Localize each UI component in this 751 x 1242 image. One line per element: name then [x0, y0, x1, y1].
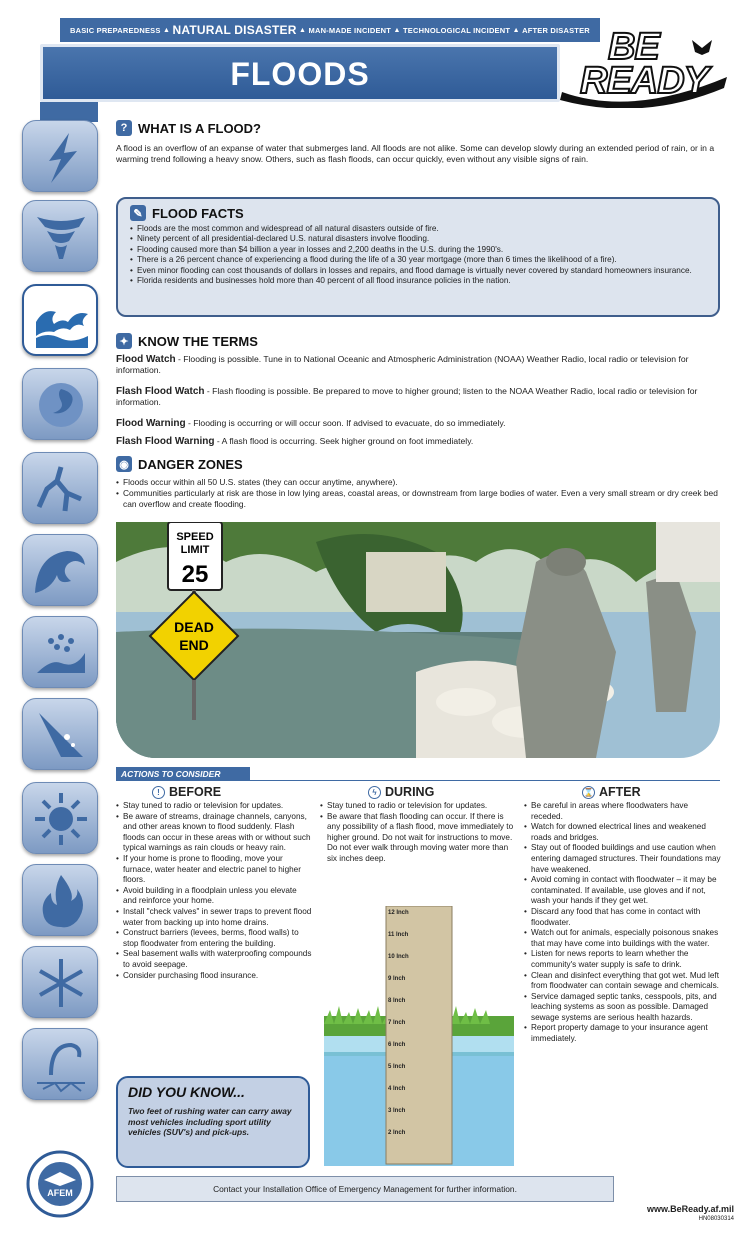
nav-technological-incident[interactable]: TECHNOLOGICAL INCIDENT	[402, 25, 511, 35]
nav-after-disaster[interactable]: AFTER DISASTER	[522, 25, 590, 35]
gauge-label: 12 Inch	[388, 910, 409, 916]
list-item: • Be careful in areas where floodwaters have receded.	[524, 801, 722, 822]
sidebar-lightning[interactable]	[22, 120, 98, 192]
gauge-label: 4 Inch	[388, 1086, 406, 1092]
flood-wave-icon	[32, 292, 92, 352]
list-item: • Florida residents and businesses hold more than 40 percent of all flood insurance policies in the nation.	[130, 276, 706, 286]
lightning-icon	[31, 127, 91, 187]
before-heading	[152, 785, 221, 799]
water-gauge-illustration	[324, 906, 514, 1166]
term-label: Flood Warning	[116, 418, 186, 429]
list-item: • Watch out for animals, especially poisonous snakes that may have come into buildings with the water.	[524, 928, 722, 949]
did-you-know-box	[116, 1076, 310, 1168]
list-item: • Avoid building in a floodplain unless you elevate and reinforce your home.	[116, 886, 312, 907]
actions-title: ACTIONS TO CONSIDER	[116, 767, 250, 781]
term-flood-watch	[116, 354, 722, 376]
list-item: • There is a 26 percent chance of experiencing a flood during the life of a 30 year mortgage (more than 6 times the likelihood of a fire).	[130, 255, 706, 265]
list-item: • Discard any food that has come in contact with floodwater.	[524, 907, 722, 928]
speed-sign-line2: LIMIT	[180, 544, 210, 556]
nav-separator: ▲	[298, 26, 307, 34]
dead-end-line1: DEAD	[174, 619, 214, 635]
contact-bar	[116, 1176, 614, 1202]
term-label: Flash Flood Warning	[116, 436, 215, 447]
sidebar-winter-storm[interactable]	[22, 946, 98, 1018]
gauge-label: 5 Inch	[388, 1064, 406, 1070]
wildfire-icon	[31, 871, 91, 931]
heat-icon	[31, 789, 91, 849]
speed-sign-line1: SPEED	[176, 531, 214, 543]
clock-icon: !	[152, 786, 165, 799]
landslide-icon	[31, 623, 91, 683]
globe-icon: ◉	[116, 456, 132, 472]
list-item: • Stay tuned to radio or television for updates.	[116, 801, 312, 812]
avalanche-icon	[31, 705, 91, 765]
list-item: • Consider purchasing flood insurance.	[116, 971, 312, 982]
seal-text: AFEM	[47, 1188, 73, 1198]
gauge-label: 11 Inch	[388, 932, 409, 938]
title-banner	[40, 44, 560, 102]
term-definition: - Flash flooding is possible. Be prepared to move to higher ground; listen to the NOAA Weather Radio, local radio or television for information.	[116, 386, 698, 407]
nav-separator: ▲	[162, 26, 171, 34]
page-title: FLOODS	[230, 56, 370, 92]
afem-seal	[26, 1150, 94, 1218]
document-code: HN08030314	[698, 1216, 734, 1222]
list-item: • Watch for downed electrical lines and weakened roads and bridges.	[524, 822, 722, 843]
did-you-know-text: Two feet of rushing water can carry away most vehicles including sport utility vehicles (SUV's) and pick-ups.	[128, 1106, 292, 1137]
actions-divider	[116, 780, 720, 781]
sidebar-flood[interactable]	[22, 284, 98, 356]
term-flash-flood-warning	[116, 436, 722, 447]
sidebar-earthquake[interactable]	[22, 452, 98, 524]
flood-scene-image	[116, 522, 720, 758]
tsunami-icon	[31, 541, 91, 601]
wrench-icon: ✎	[130, 205, 146, 221]
danger-title: DANGER ZONES	[138, 456, 243, 472]
hourglass-icon: ⌛	[583, 787, 594, 797]
gauge-label: 8 Inch	[388, 998, 406, 1004]
list-item: • Install "check valves" in sewer traps to prevent flood water from backing up into home drains.	[116, 907, 312, 928]
sidebar-tornado[interactable]	[22, 200, 98, 272]
terms-heading	[116, 333, 258, 349]
flood-facts-heading	[130, 205, 706, 221]
drought-icon	[31, 1035, 91, 1095]
gauge-label: 7 Inch	[388, 1020, 406, 1026]
sidebar-avalanche[interactable]	[22, 698, 98, 770]
top-nav	[60, 18, 600, 42]
flood-photo	[116, 522, 720, 758]
earthquake-icon	[31, 459, 91, 519]
winter-storm-icon	[31, 953, 91, 1013]
logo-be: BE	[608, 26, 659, 68]
sidebar-tsunami[interactable]	[22, 534, 98, 606]
danger-list	[116, 477, 722, 510]
flood-facts-title: FLOOD FACTS	[152, 205, 244, 221]
gauge-label: 10 Inch	[388, 954, 409, 960]
dead-end-line2: END	[179, 637, 209, 653]
flood-facts-box	[116, 197, 720, 317]
hurricane-icon	[31, 375, 91, 435]
list-item: • Clean and disinfect everything that got wet. Mud left from floodwater can contain sewage and chemicals.	[524, 971, 722, 992]
compass-icon: ✦	[116, 333, 132, 349]
logo-ready: READY	[580, 60, 709, 102]
list-item: • If your home is prone to flooding, move your furnace, water heater and electric panel to higher floors.	[116, 854, 312, 886]
terms-title: KNOW THE TERMS	[138, 333, 258, 349]
what-is-text: A flood is an overflow of an expanse of water that submerges land. All floods are not alike. Some can develop slowly during an extended period of rain, or in a warming trend following a heavy snow. Others, such as flash floods, can occur quickly, even without any visible signs of rain.	[116, 143, 715, 164]
term-definition: - Flooding is possible. Tune in to National Oceanic and Atmospheric Administration (NOAA) Weather Radio, local radio or television for information.	[116, 354, 689, 375]
did-you-know-title: DID YOU KNOW...	[128, 1084, 245, 1100]
flood-facts-list	[130, 224, 706, 286]
term-definition: - A flash flood is occurring. Seek higher ground on foot immediately.	[214, 436, 474, 446]
term-label: Flash Flood Watch	[116, 386, 205, 397]
list-item: • Flooding caused more than $4 billion a year in losses and 2,200 deaths in the U.S. during the 1990's.	[130, 245, 706, 255]
during-heading	[368, 785, 434, 799]
gauge-label: 2 Inch	[388, 1130, 406, 1136]
sidebar-heat[interactable]	[22, 782, 98, 854]
list-item: • Ninety percent of all presidential-declared U.S. natural disasters involve flooding.	[130, 234, 706, 244]
sidebar-cap	[40, 102, 98, 122]
list-item: • Seal basement walls with waterproofing compounds to avoid seepage.	[116, 949, 312, 970]
sidebar-wildfire[interactable]	[22, 864, 98, 936]
before-list	[116, 801, 312, 981]
speed-sign-line3: 25	[181, 561, 209, 588]
list-item: • Avoid coming in contact with floodwater – it may be contaminated. If available, use gloves and if not, wash your hands if they get wet.	[524, 875, 722, 907]
list-item: • Stay tuned to radio or television for updates.	[320, 801, 516, 812]
sidebar-drought[interactable]	[22, 1028, 98, 1100]
list-item: • Be aware that flash flooding can occur. If there is any possibility of a flash flood, move immediately to higher ground. Do not wait for instructions to move. Do not ever walk through moving water more than six inches deep.	[320, 812, 516, 865]
list-item: • Be aware of streams, drainage channels, canyons, and other areas known to flood suddenly. Flash floods can occur in these areas with or without such typical warnings as rain clouds or heavy rain.	[116, 812, 312, 854]
tornado-icon	[31, 207, 91, 267]
nav-basic-preparedness[interactable]: BASIC PREPAREDNESS	[70, 25, 161, 35]
list-item: • Communities particularly at risk are those in low lying areas, coastal areas, or downstream from large bodies of water. Even a very small stream or dry creek bed can overflow and create flooding.	[116, 488, 722, 510]
list-item: • Stay out of flooded buildings and use caution when entering damaged structures. Their foundations may have weakened.	[524, 843, 722, 875]
nav-separator: ▲	[393, 26, 401, 34]
gauge-scene	[324, 906, 514, 1166]
list-item: • Construct barriers (levees, berms, flood walls) to stop floodwater from entering the building.	[116, 928, 312, 949]
list-item: • Floods occur within all 50 U.S. states (they can occur anytime, anywhere).	[116, 477, 722, 488]
during-list	[320, 801, 516, 865]
list-item: • Floods are the most common and widespread of all natural disasters outside of fire.	[130, 224, 706, 234]
nav-man-made-incident[interactable]: MAN-MADE INCIDENT	[308, 25, 392, 35]
sidebar-landslide[interactable]	[22, 616, 98, 688]
term-flood-warning	[116, 418, 722, 429]
what-is-title: WHAT IS A FLOOD?	[138, 120, 261, 136]
lightning-small-icon: ϟ	[368, 786, 381, 799]
danger-heading	[116, 456, 243, 472]
after-list	[524, 801, 722, 1045]
list-item: • Service damaged septic tanks, cesspools, pits, and leaching systems as soon as possible. Damaged sewage systems are serious health hazards.	[524, 992, 722, 1024]
sidebar-hurricane[interactable]	[22, 368, 98, 440]
nav-separator: ▲	[512, 26, 520, 34]
be-ready-logo	[552, 22, 734, 108]
question-icon: ?	[116, 120, 132, 136]
list-item: • Even minor flooding can cost thousands of dollars in losses and repairs, and flood damage is virtually never covered by standard homeowners insurance.	[130, 266, 706, 276]
contact-text: Contact your Installation Office of Emergency Management for further information.	[213, 1184, 517, 1194]
gauge-label: 9 Inch	[388, 976, 406, 982]
after-title: AFTER	[599, 785, 641, 799]
term-definition: - Flooding is occurring or will occur soon. If advised to evacuate, do so immediately.	[185, 418, 506, 428]
nav-natural-disaster[interactable]: NATURAL DISASTER	[172, 23, 297, 37]
gauge-label: 3 Inch	[388, 1108, 406, 1114]
list-item: • Report property damage to your insurance agent immediately.	[524, 1023, 722, 1044]
seal-icon	[26, 1150, 94, 1218]
term-label: Flood Watch	[116, 354, 176, 365]
term-flash-flood-watch	[116, 386, 722, 408]
during-title: DURING	[385, 785, 435, 799]
gauge-label: 6 Inch	[388, 1042, 406, 1048]
before-title: BEFORE	[169, 785, 222, 799]
list-item: • Listen for news reports to learn whether the community's water supply is safe to drink.	[524, 949, 722, 970]
website-link[interactable]: www.BeReady.af.mil	[646, 1204, 734, 1214]
after-heading	[582, 785, 641, 799]
what-is-heading	[116, 120, 261, 136]
